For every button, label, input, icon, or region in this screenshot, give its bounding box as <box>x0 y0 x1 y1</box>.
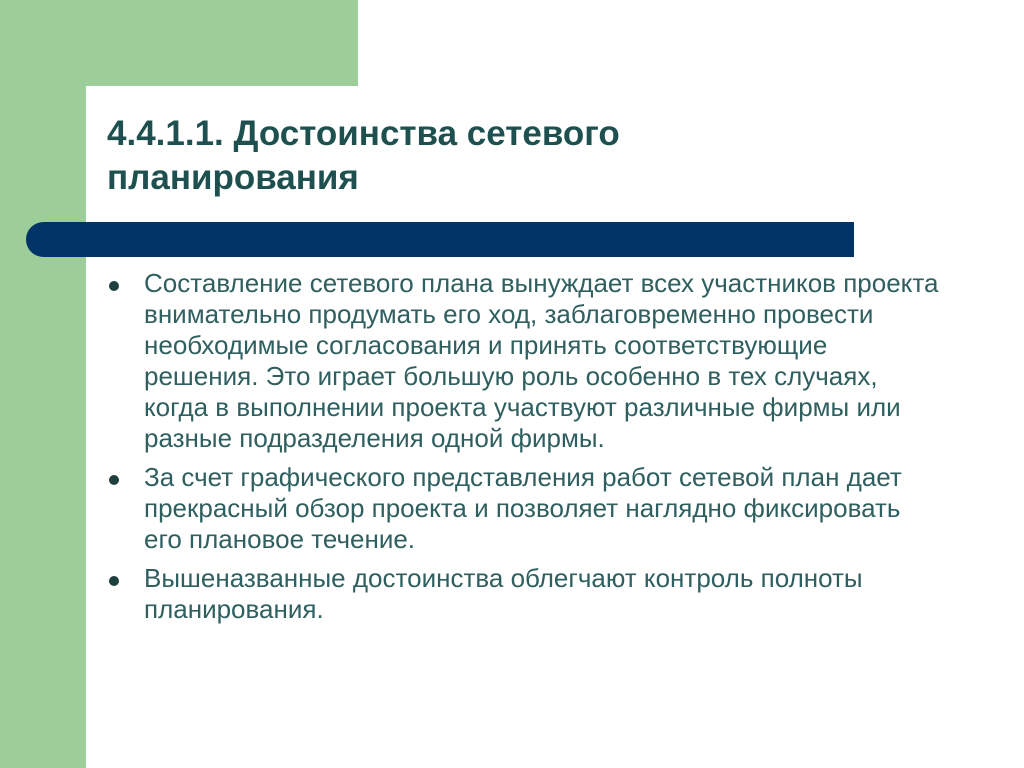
title-divider-bar <box>26 222 854 257</box>
bullet-item <box>102 268 942 454</box>
bullet-item <box>102 563 942 625</box>
slide-title: 4.4.1.1. Достоинства сетевого планирования <box>107 114 620 197</box>
bullet-list <box>102 268 942 633</box>
bullet-dot-icon <box>109 475 119 485</box>
bullet-dot-icon <box>109 281 119 291</box>
bullet-text: Вышеназванные достоинства облегчают контроль полноты планирования. <box>144 563 863 624</box>
decorative-green-block <box>0 0 358 86</box>
decorative-green-strip <box>0 0 86 768</box>
bullet-text: За счет графического представления работ сетевой план дает прекрасный обзор проекта и позволяет наглядно фиксировать его плановое течение. <box>144 462 902 554</box>
bullet-text: Составление сетевого плана вынуждает всех участников проекта внимательно продумать его ход, заблаговременно провести необходимые согласования и принять соответствующие решения. Это играет большую роль особенно в тех случаях, когда в выполнении проекта участвуют различные фирмы или разные подразделения одной фирмы. <box>144 268 939 453</box>
bullet-item <box>102 462 942 555</box>
bullet-dot-icon <box>109 576 119 586</box>
